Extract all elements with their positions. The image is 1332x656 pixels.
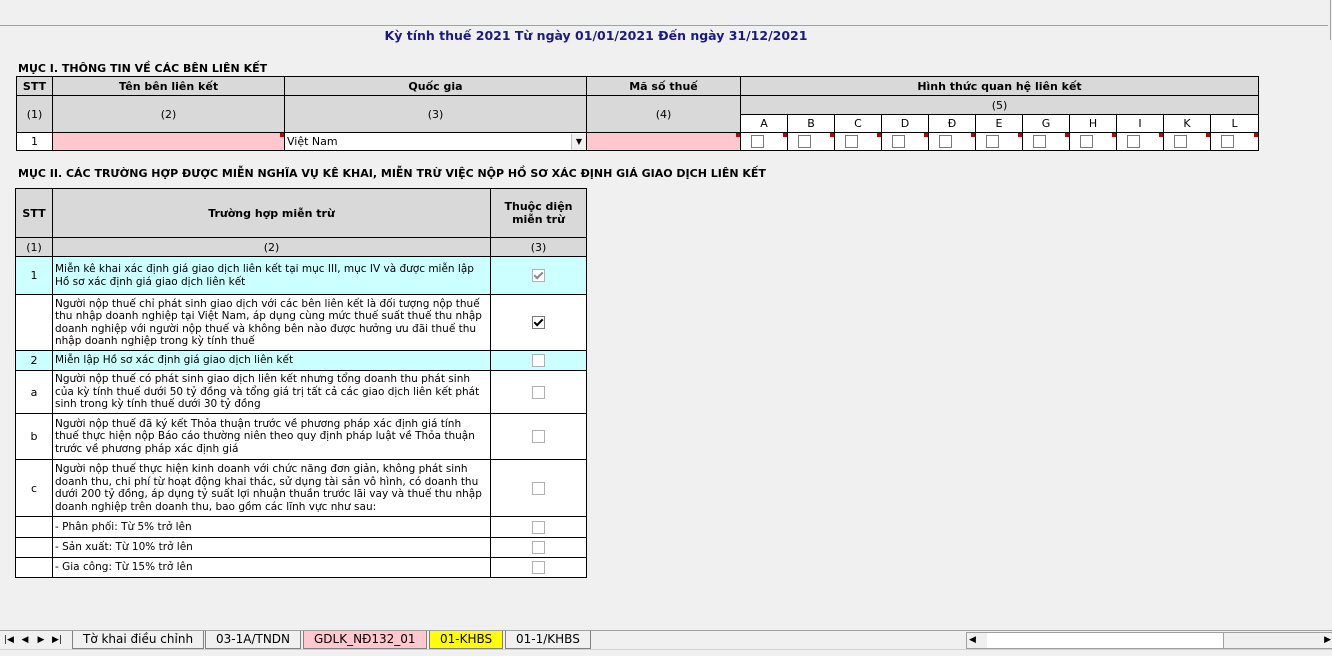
exemption-text: Người nộp thuế chỉ phát sinh giao dịch với các bên liên kết là đối tượng nộp thuế thu nhập doanh nghiệp tại Việt Nam, áp dụng cùng mức thuế suất thuế thu nhập doanh nghiệp với người nộp thuế và không bên nào được hưởng ưu đãi thuế thu nhập doanh nghiệp trong kỳ tính thuế — [55, 297, 482, 347]
exemption-row — [16, 538, 587, 558]
exemption-row — [16, 517, 587, 538]
header-party-name: Tên bên liên kết — [53, 77, 285, 96]
exemption-text: Người nộp thuế đã ký kết Thỏa thuận trước về phương pháp xác định giá tính thuế thực hiện nộp Báo cáo thường niên theo quy định pháp luật về Thỏa thuận trước về phương pháp xác định giá — [55, 417, 475, 455]
exemption-check-cell — [491, 414, 587, 460]
num-1: (1) — [16, 238, 53, 257]
exemption-text: - Gia công: Từ 15% trở lên — [55, 561, 193, 574]
relation-cell-4 — [929, 133, 976, 151]
required-marker — [924, 133, 928, 137]
exemption-text-cell — [53, 257, 491, 295]
exemption-row — [16, 371, 587, 414]
num-3: (3) — [285, 96, 587, 133]
relation-letter-7: H — [1070, 115, 1117, 133]
relation-checkbox[interactable] — [986, 135, 999, 148]
relation-checkbox[interactable] — [1174, 135, 1187, 148]
exemption-checkbox[interactable] — [532, 354, 545, 367]
exemption-row — [16, 460, 587, 517]
last-sheet-icon[interactable]: ▶| — [52, 635, 62, 645]
relation-cell-0 — [741, 133, 788, 151]
tab-01-khbs[interactable]: 01-KHBS — [429, 631, 503, 649]
exemption-table — [15, 188, 587, 578]
relation-cell-5 — [976, 133, 1023, 151]
exemption-checkbox[interactable] — [532, 386, 545, 399]
tax-period-title: Kỳ tính thuế 2021 Từ ngày 01/01/2021 Đến ngày 31/12/2021 — [384, 28, 808, 43]
exemption-text: - Sản xuất: Từ 10% trở lên — [55, 541, 193, 554]
next-sheet-icon[interactable]: ▶ — [37, 635, 45, 645]
header-country: Quốc gia — [285, 77, 587, 96]
relation-checkbox[interactable] — [1080, 135, 1093, 148]
toolbar-divider — [0, 25, 1328, 26]
relation-cell-8 — [1117, 133, 1164, 151]
exemption-row — [16, 414, 587, 460]
exemption-checkbox[interactable] — [532, 541, 545, 554]
exemption-text-cell — [53, 351, 491, 371]
exemption-checkbox[interactable] — [532, 269, 545, 282]
exemption-check-cell — [491, 460, 587, 517]
relation-letter-0: A — [741, 115, 788, 133]
exemption-text-cell — [53, 295, 491, 351]
horizontal-scrollbar[interactable] — [966, 632, 1332, 649]
exemption-stt: b — [16, 414, 53, 460]
tax-code-input[interactable] — [587, 133, 741, 151]
exemption-stt — [16, 558, 53, 578]
num-1: (1) — [17, 96, 53, 133]
required-marker — [280, 133, 284, 137]
required-marker — [1206, 133, 1210, 137]
relation-cell-6 — [1023, 133, 1070, 151]
relation-letter-8: I — [1117, 115, 1164, 133]
scroll-right-icon[interactable]: ▶ — [1324, 635, 1331, 645]
relation-cell-1 — [788, 133, 835, 151]
exemption-check-cell — [491, 351, 587, 371]
required-marker — [877, 133, 881, 137]
num-4: (4) — [587, 96, 741, 133]
relation-cell-9 — [1164, 133, 1211, 151]
relation-letter-2: C — [835, 115, 882, 133]
exemption-text: Miễn lập Hồ sơ xác định giá giao dịch liên kết — [55, 354, 294, 367]
exemption-stt: c — [16, 460, 53, 517]
exemption-check-cell — [491, 558, 587, 578]
first-sheet-icon[interactable]: |◀ — [4, 635, 14, 645]
exemption-text-cell — [53, 538, 491, 558]
exemption-text-cell — [53, 371, 491, 414]
country-select[interactable] — [285, 133, 587, 151]
num-3: (3) — [491, 238, 587, 257]
header-stt: STT — [17, 77, 53, 96]
dropdown-arrow-icon[interactable]: ▼ — [571, 134, 586, 150]
prev-sheet-icon[interactable]: ◀ — [21, 635, 29, 645]
tab-to-khai-dieu-chinh[interactable]: Tờ khai điều chỉnh — [72, 631, 204, 649]
exemption-stt — [16, 538, 53, 558]
relation-letter-10: L — [1211, 115, 1259, 133]
exemption-stt: 1 — [16, 257, 53, 295]
exemption-check-cell — [491, 371, 587, 414]
exemption-text-cell — [53, 558, 491, 578]
related-parties-table — [16, 76, 1259, 151]
relation-letter-9: K — [1164, 115, 1211, 133]
exemption-row — [16, 351, 587, 371]
section-1-title: MỤC I. THÔNG TIN VỀ CÁC BÊN LIÊN KẾT — [18, 62, 268, 75]
relation-letter-4: Đ — [929, 115, 976, 133]
exemption-checkbox[interactable] — [532, 521, 545, 534]
window-edge — [1330, 0, 1331, 40]
relation-cell-7 — [1070, 133, 1117, 151]
exemption-stt: 2 — [16, 351, 53, 371]
header-tax-code: Mã số thuế — [587, 77, 741, 96]
required-marker — [783, 133, 787, 137]
exemption-row — [16, 558, 587, 578]
tab-03-1a-tndn[interactable]: 03-1A/TNDN — [205, 631, 301, 649]
relation-checkbox[interactable] — [798, 135, 811, 148]
required-marker — [971, 133, 975, 137]
header-relation-type: Hình thức quan hệ liên kết — [741, 77, 1259, 96]
tab-gdlk-nd132[interactable]: GDLK_NĐ132_01 — [303, 631, 427, 649]
relation-cell-3 — [882, 133, 929, 151]
header-stt: STT — [16, 189, 53, 238]
exemption-stt — [16, 517, 53, 538]
relation-checkbox[interactable] — [1221, 135, 1234, 148]
header-exempt-belong: Thuộc diện miễn trừ — [491, 189, 587, 238]
relation-checkbox[interactable] — [939, 135, 952, 148]
exemption-text: - Phân phối: Từ 5% trở lên — [55, 520, 192, 533]
relation-letter-5: E — [976, 115, 1023, 133]
scrollbar-thumb[interactable] — [987, 633, 1224, 648]
exemption-text-cell — [53, 460, 491, 517]
num-5: (5) — [741, 96, 1259, 115]
exemption-stt — [16, 295, 53, 351]
required-marker — [1254, 133, 1258, 137]
relation-letter-6: G — [1023, 115, 1070, 133]
exemption-check-cell — [491, 538, 587, 558]
exemption-text: Miễn kê khai xác định giá giao dịch liên kết tại mục III, mục IV và được miễn lập Hồ sơ xác định giá giao dịch liên kết — [55, 263, 474, 288]
required-marker — [1018, 133, 1022, 137]
row-stt: 1 — [17, 133, 53, 151]
relation-checkbox[interactable] — [751, 135, 764, 148]
relation-letter-3: D — [882, 115, 929, 133]
country-value: Việt Nam — [287, 134, 338, 148]
section-2-title: MỤC II. CÁC TRƯỜNG HỢP ĐƯỢC MIỄN NGHĨA VỤ KÊ KHAI, MIỄN TRỪ VIỆC NỘP HỒ SƠ XÁC ĐỊNH GIÁ GIAO DỊCH LIÊN KẾT — [18, 167, 766, 180]
num-2: (2) — [53, 238, 491, 257]
exemption-checkbox[interactable] — [532, 482, 545, 495]
relation-cell-2 — [835, 133, 882, 151]
exemption-checkbox[interactable] — [532, 316, 545, 329]
exemption-checkbox[interactable] — [532, 561, 545, 574]
party-name-input[interactable] — [53, 133, 285, 151]
exemption-stt: a — [16, 371, 53, 414]
num-2: (2) — [53, 96, 285, 133]
exemption-check-cell — [491, 295, 587, 351]
exemption-check-cell — [491, 517, 587, 538]
required-marker — [830, 133, 834, 137]
exemption-row — [16, 295, 587, 351]
exemption-checkbox[interactable] — [532, 430, 545, 443]
exemption-text: Người nộp thuế có phát sinh giao dịch liên kết nhưng tổng doanh thu phát sinh của kỳ tính thuế dưới 50 tỷ đồng và tổng giá trị tất cả các giao dịch liên kết phát sinh trong kỳ tính thuế dưới 30 tỷ đồng — [55, 373, 480, 411]
tab-01-1-khbs[interactable]: 01-1/KHBS — [505, 631, 591, 649]
relation-letter-1: B — [788, 115, 835, 133]
relation-cell-10 — [1211, 133, 1259, 151]
exemption-text: Người nộp thuế thực hiện kinh doanh với chức năng đơn giản, không phát sinh doanh thu, chi phí từ hoạt động khai thác, sử dụng tài sản vô hình, có doanh thu dưới 200 tỷ đồng, áp dụng tỷ suất lợi nhuận thuần trước lãi vay và thuế thu nhập doanh nghiệp trên doanh thu, bao gồm các lĩnh vực như sau: — [55, 463, 482, 513]
exemption-text-cell — [53, 414, 491, 460]
required-marker — [1112, 133, 1116, 137]
required-marker — [1065, 133, 1069, 137]
relation-checkbox[interactable] — [892, 135, 905, 148]
required-marker — [1159, 133, 1163, 137]
exemption-text-cell — [53, 517, 491, 538]
relation-checkbox[interactable] — [1127, 135, 1140, 148]
relation-checkbox[interactable] — [845, 135, 858, 148]
required-marker — [736, 133, 740, 137]
scroll-left-icon[interactable]: ◀ — [969, 635, 976, 645]
exemption-row — [16, 257, 587, 295]
exemption-check-cell — [491, 257, 587, 295]
header-exempt-case: Trường hợp miễn trừ — [53, 189, 491, 238]
relation-checkbox[interactable] — [1033, 135, 1046, 148]
